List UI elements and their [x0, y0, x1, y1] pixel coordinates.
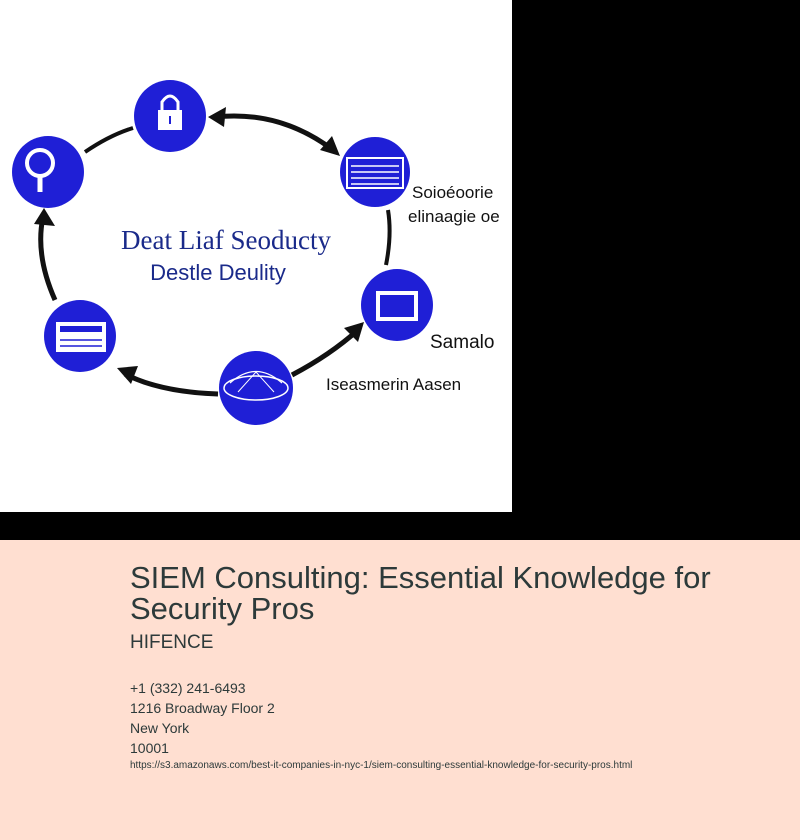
node-cloud-network: [219, 351, 293, 425]
double-arrow-line: [215, 116, 333, 150]
connector-line: [386, 210, 390, 265]
arrowhead-right: [320, 136, 340, 156]
connector-line: [85, 128, 133, 152]
zip-code: 10001: [130, 740, 169, 756]
arrowhead-left: [208, 107, 226, 127]
node-monitor: [361, 269, 433, 341]
diagram-label-top-right-2: elinaagie oe: [408, 207, 500, 226]
siem-cycle-diagram-image: [0, 0, 512, 512]
node-server-rack: [44, 300, 116, 372]
diagram-title-line2: Destle Deulity: [150, 260, 286, 285]
cycle-diagram: [0, 0, 512, 512]
node-magnifier: [12, 136, 84, 208]
page-title: SIEM Consulting: Essential Knowledge for Security Pros: [130, 560, 711, 626]
phone-number: +1 (332) 241-6493: [130, 680, 246, 696]
arrow-line: [125, 374, 218, 394]
node-dashboard: [340, 137, 410, 207]
contact-block: [130, 678, 275, 758]
city: New York: [130, 720, 190, 736]
arrowhead-up: [34, 208, 55, 226]
info-panel: [0, 540, 800, 840]
diagram-label-top-right-1: Soioéoorie: [412, 183, 494, 202]
diagram-label-bottom: Iseasmerin Aasen: [326, 375, 462, 394]
arrow-line: [292, 330, 358, 375]
arrow-line: [41, 217, 55, 300]
diagram-label-right: Samalo: [430, 332, 495, 353]
node-lock: [134, 80, 206, 152]
arrowhead-left-down: [117, 366, 138, 384]
address-line: 1216 Broadway Floor 2: [130, 700, 275, 716]
diagram-title-line1: Deat Liaf Seoducty: [121, 225, 331, 255]
page-url-link[interactable]: https://s3.amazonaws.com/best-it-companies-in-nyc-1/siem-consulting-essential-knowledge-for-security-pros.html: [130, 760, 633, 771]
company-name: HIFENCE: [130, 632, 214, 653]
